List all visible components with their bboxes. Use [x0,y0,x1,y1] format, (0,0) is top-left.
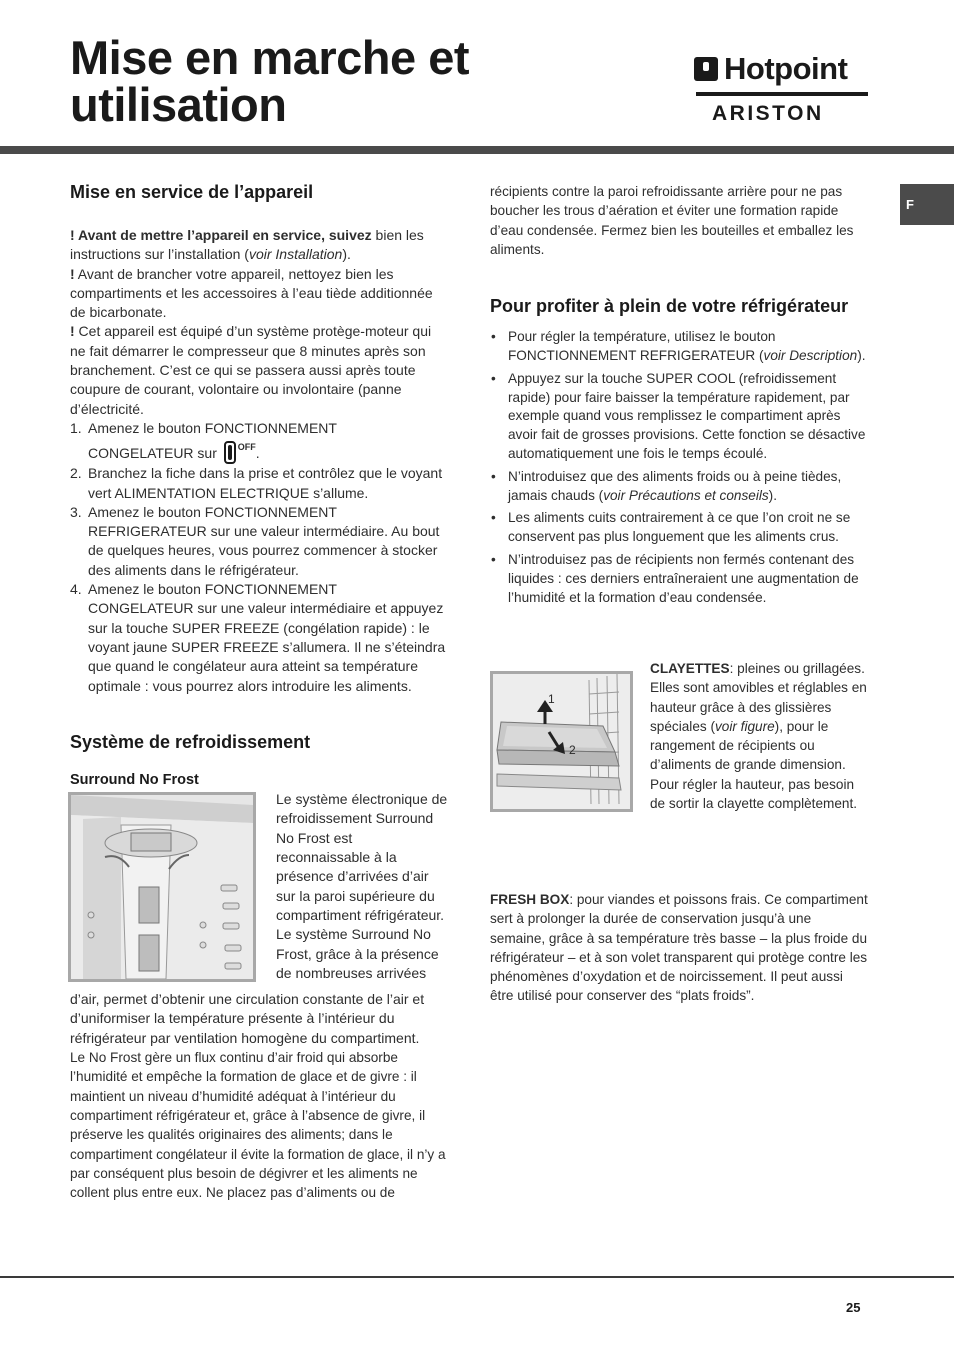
figure-label-1: 1 [548,692,555,706]
right-column [490,182,870,611]
list-item: • Appuyez sur la touche SUPER COOL (refroidissement rapide) pour faire baisser la température rapidement, par exemple quand vous remplissez le compartiment après avoir fait de grosses provisions. Cette fonction se désactive automatiquement une fois le temps écoulé. [491,370,866,461]
tips-list [490,328,870,607]
no-frost-figure [68,792,256,982]
list-item: • N’introduisez que des aliments froids ou à peine tièdes, jamais chauds (voir Précautions et conseils). [491,468,842,503]
list-item: • N’introduisez pas de récipients non fermés contenant des liquides : ces derniers entraîneraient une augmentation de l’humidité et la formation d’eau condensée. [491,551,859,605]
brand-sub: ARISTON [712,102,824,125]
fresh-box-text: FRESH BOX: pour viandes et poissons frais. Ce compartiment sert à prolonger la durée de conservation jusqu’à une semaine, grâce à sa température très basse – la plus froide du réfrigérateur – et à son volet transparent qui protège contre les phénomènes d’oxydation et de noircissement. Il peut aussi être utilisé pour conserver des “plats froids”. [490,892,868,1004]
shelf-illustration [493,674,630,809]
list-item: • Pour régler la température, utilisez le bouton FONCTIONNEMENT REFRIGERATEUR (voir Description). [491,329,866,363]
list-item: • Les aliments cuits contrairement à ce que l’on croit ne se conservent pas plus longuement que les aliments crus. [491,510,851,545]
list-item: 2. Branchez la fiche dans la prise et contrôlez que le voyant vert ALIMENTATION ELECTRIQUE s’allume. [70,465,443,501]
list-item: 1. Amenez le bouton FONCTIONNEMENT CONGELATEUR sur $^{OFF}$. [70,419,446,464]
shelf-figure [490,671,633,812]
no-frost-float-text: Le système électronique de refroidissement Surround No Frost est reconnaissable à la présence d’arrivées d’air sur la paroi supérieure du compartiment réfrigérateur. Le système Surround No Frost, grâce à la présence de nombreuses arrivées [276,791,448,981]
section-title-profiter: Pour profiter à plein de votre réfrigérateur [490,296,849,317]
left-column [70,182,446,1202]
section-title-refroidissement: Système de refroidissement [70,731,311,752]
paragraph-avant: ! Avant de mettre l’appareil en service, suivez bien les instructions sur l’installation (voir Installation). [70,227,424,263]
no-frost-paragraph-2: Le No Frost gère un flux continu d’air froid qui absorbe l’humidité et empêche la formation de glace et de givre : il maintient un niveau d’humidité adéquat à l’intérieur du compartiment réfrigérateur et, grâce à l’absence de givre, il préserve les qualités originaires des aliments; dans le compartiment congélateur il évite la formation de glace, il n’y a par conséquent plus besoin de dégivrer et les aliments ne collent plus entre eux. Ne placez pas d’aliments ou de [70,1050,446,1201]
section-title-mise-en-service: Mise en service de l’appareil [70,182,314,202]
clayettes-text: CLAYETTES: pleines ou grillagées. Elles sont amovibles et réglables en hauteur grâce à des glissières spéciales (voir figure), pour le rangement de récipients ou d’aliments de grande dimension. Pour régler la hauteur, pas besoin de sortir la clayette complètement. [650,661,867,812]
knob-off-icon [224,441,236,464]
brand-name: Hotpoint [724,51,848,86]
brand-divider [696,92,868,96]
paragraph-brancher: ! Avant de brancher votre appareil, nettoyez bien les compartiments et les accessoires à l’eau tiède additionnée de bicarbonate. [70,265,433,321]
fridge-interior-illustration [71,795,253,979]
hotpoint-mark-icon [694,57,718,81]
continued-paragraph: récipients contre la paroi refroidissante arrière pour ne pas boucher les trous d’aération et éviter une formation rapide d’eau condensée. Fermez bien les bouteilles et emballez les aliments. [490,184,854,257]
list-item: 4. Amenez le bouton FONCTIONNEMENT CONGELATEUR sur une valeur intermédiaire et appuyez sur la touche SUPER FREEZE (congélation rapide) : le voyant jaune SUPER FREEZE s’allumera. Il ne s’éteindra que quand le congélateur aura atteint sa température optimale : vous pourrez alors introduire les aliments. [70,581,446,694]
page-title: Mise en marche et utilisation [70,31,470,131]
language-tab: F [900,184,954,225]
paragraph-protege-moteur: ! Cet appareil est équipé d’un système protège-moteur qui ne fait démarrer le compresseur que 8 minutes après son branchement. C’est ce qui se passera aussi après toute coupure de courant, volontaire ou involontaire (panne d’électricité. [70,323,432,417]
figure-label-2: 2 [569,743,576,757]
steps-list [70,419,446,696]
page-number: 25 [846,1300,861,1315]
subsection-title: Surround No Frost [70,771,199,788]
footer-rule [0,1276,954,1278]
header-bar [0,146,954,154]
no-frost-continued: d’air, permet d’obtenir une circulation constante de l’air et d’uniformiser la température présente à l’intérieur du réfrigérateur par ventilation homogène du compartiment. [70,991,425,1046]
brand-logo [694,52,870,126]
list-item: 3. Amenez le bouton FONCTIONNEMENT REFRIGERATEUR sur une valeur intermédiaire. Au bout de quelques heures, vous pourrez commencer à stocker des aliments dans le réfrigérateur. [70,503,440,578]
